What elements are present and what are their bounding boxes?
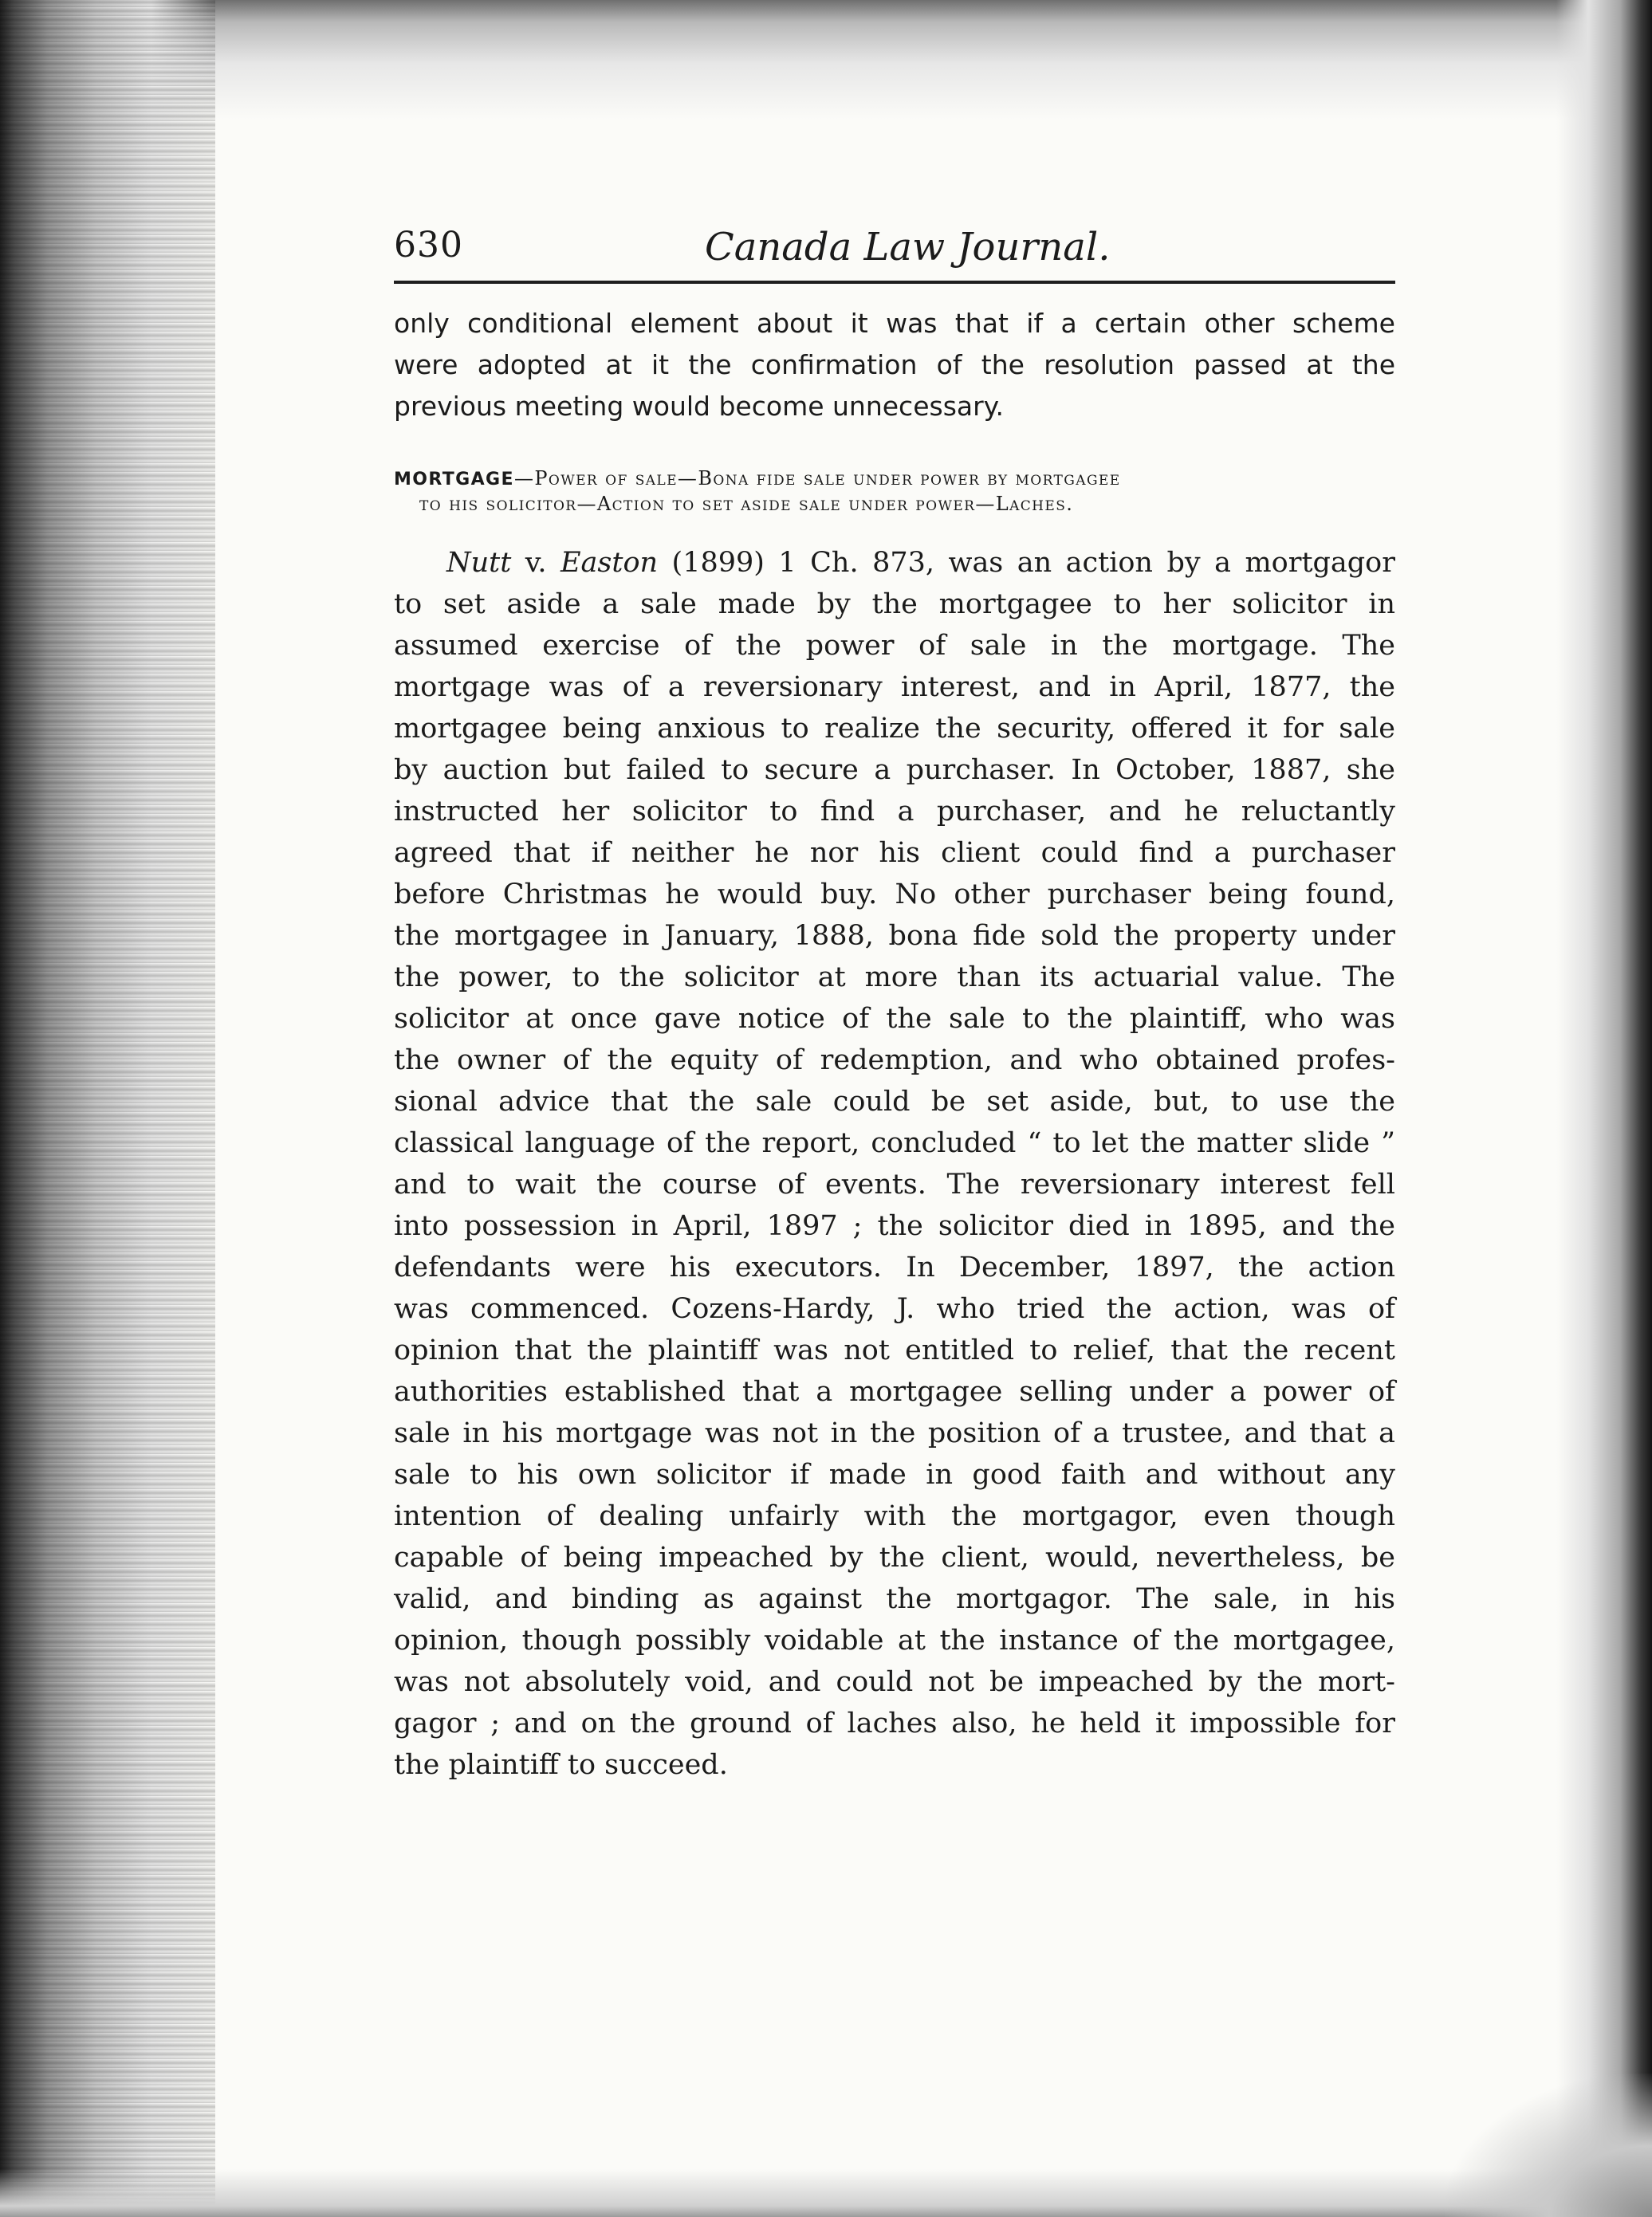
text-line: sale to his own solicitor if made in good faith and without any	[394, 1459, 1395, 1491]
text-line: only conditional element about it was that if a certain other scheme	[394, 308, 1395, 339]
book-binding-edge	[0, 0, 215, 2217]
text-line: the plaintiff to succeed.	[394, 1749, 728, 1781]
scan-shadow-bottom	[0, 2169, 1652, 2217]
versus: v.	[511, 547, 560, 579]
text-line: sional advice that the sale could be set aside, but, to use the	[394, 1086, 1395, 1118]
text-line: before Christmas he would buy. No other purchaser being found,	[394, 879, 1395, 910]
defendant-name: Easton	[560, 547, 659, 579]
text-line: assumed exercise of the power of sale in the mortgage. The	[394, 630, 1395, 662]
plaintiff-name: Nutt	[446, 547, 512, 579]
text-line: were adopted at it the confirmation of the resolution passed at the	[394, 349, 1395, 380]
text-line: intention of dealing unfairly with the mortgagor, even though	[394, 1500, 1395, 1532]
text-line: defendants were his executors. In December, 1897, the action	[394, 1252, 1395, 1283]
text-line: classical language of the report, concluded “ to let the matter slide ”	[394, 1127, 1395, 1159]
text-line: the mortgagee in January, 1888, bona fide sold the property under	[394, 920, 1395, 952]
text-line: mortgagee being anxious to realize the security, offered it for sale	[394, 713, 1395, 745]
text-line: agreed that if neither he nor his client could find a purchaser	[394, 837, 1395, 869]
text-line: opinion that the plaintiff was not entitled to relief, that the recent	[394, 1335, 1395, 1366]
headnote-line	[394, 466, 1395, 492]
text-line: sale in his mortgage was not in the position of a trustee, and that a	[394, 1417, 1395, 1449]
text-line: instructed her solicitor to find a purchaser, and he reluctantly	[394, 796, 1395, 827]
intro-paragraph	[394, 303, 1395, 427]
running-header	[394, 225, 1395, 273]
text-line: previous meeting would become unnecessary.	[394, 391, 1004, 422]
case-report-paragraph	[394, 542, 1395, 1786]
text-line: solicitor at once gave notice of the sale to the plaintiff, who was	[394, 1003, 1395, 1035]
text-line: authorities established that a mortgagee selling under a power of	[394, 1376, 1395, 1408]
text-line: into possession in April, 1897 ; the solicitor died in 1895, and the	[394, 1210, 1395, 1242]
text-line: to set aside a sale made by the mortgagee to her solicitor in	[394, 588, 1395, 620]
body-lines	[394, 584, 1395, 1786]
text-line: gagor ; and on the ground of laches also, he held it impossible for	[394, 1708, 1395, 1739]
text-line: capable of being impeached by the client, would, nevertheless, be	[394, 1542, 1395, 1574]
citation-text: (1899) 1 Ch. 873, was an action by a mortgagor	[658, 547, 1395, 579]
scan-shadow-right	[1556, 0, 1652, 2217]
text-line: was not absolutely void, and could not be impeached by the mort-	[394, 1666, 1395, 1698]
header-rule	[394, 281, 1395, 284]
case-citation-line	[394, 542, 1395, 584]
headnote-line: to his solicitor—Action to set aside sale under power—Laches.	[419, 493, 1074, 515]
text-line: valid, and binding as against the mortgagor. The sale, in his	[394, 1583, 1395, 1615]
headnote-topics: —Power of sale—Bona fide sale under power by mortgagee	[513, 467, 1121, 489]
page-curl-corner	[1445, 2074, 1652, 2217]
text-line: by auction but failed to secure a purchaser. In October, 1887, she	[394, 754, 1395, 786]
scan-shadow-top	[0, 0, 1652, 120]
headnote-subject: MORTGAGE	[394, 470, 514, 489]
text-line: the power, to the solicitor at more than its actuarial value. The	[394, 961, 1395, 993]
text-line: the owner of the equity of redemption, and who obtained profes-	[394, 1044, 1395, 1076]
case-headnote	[394, 466, 1395, 516]
journal-title: Canada Law Journal.	[705, 225, 1111, 269]
text-line: was commenced. Cozens-Hardy, J. who tried the action, was of	[394, 1293, 1395, 1325]
page-number: 630	[394, 225, 463, 265]
text-line: mortgage was of a reversionary interest, and in April, 1877, the	[394, 671, 1395, 703]
text-line: and to wait the course of events. The reversionary interest fell	[394, 1169, 1395, 1201]
text-line: opinion, though possibly voidable at the instance of the mortgagee,	[394, 1625, 1395, 1657]
